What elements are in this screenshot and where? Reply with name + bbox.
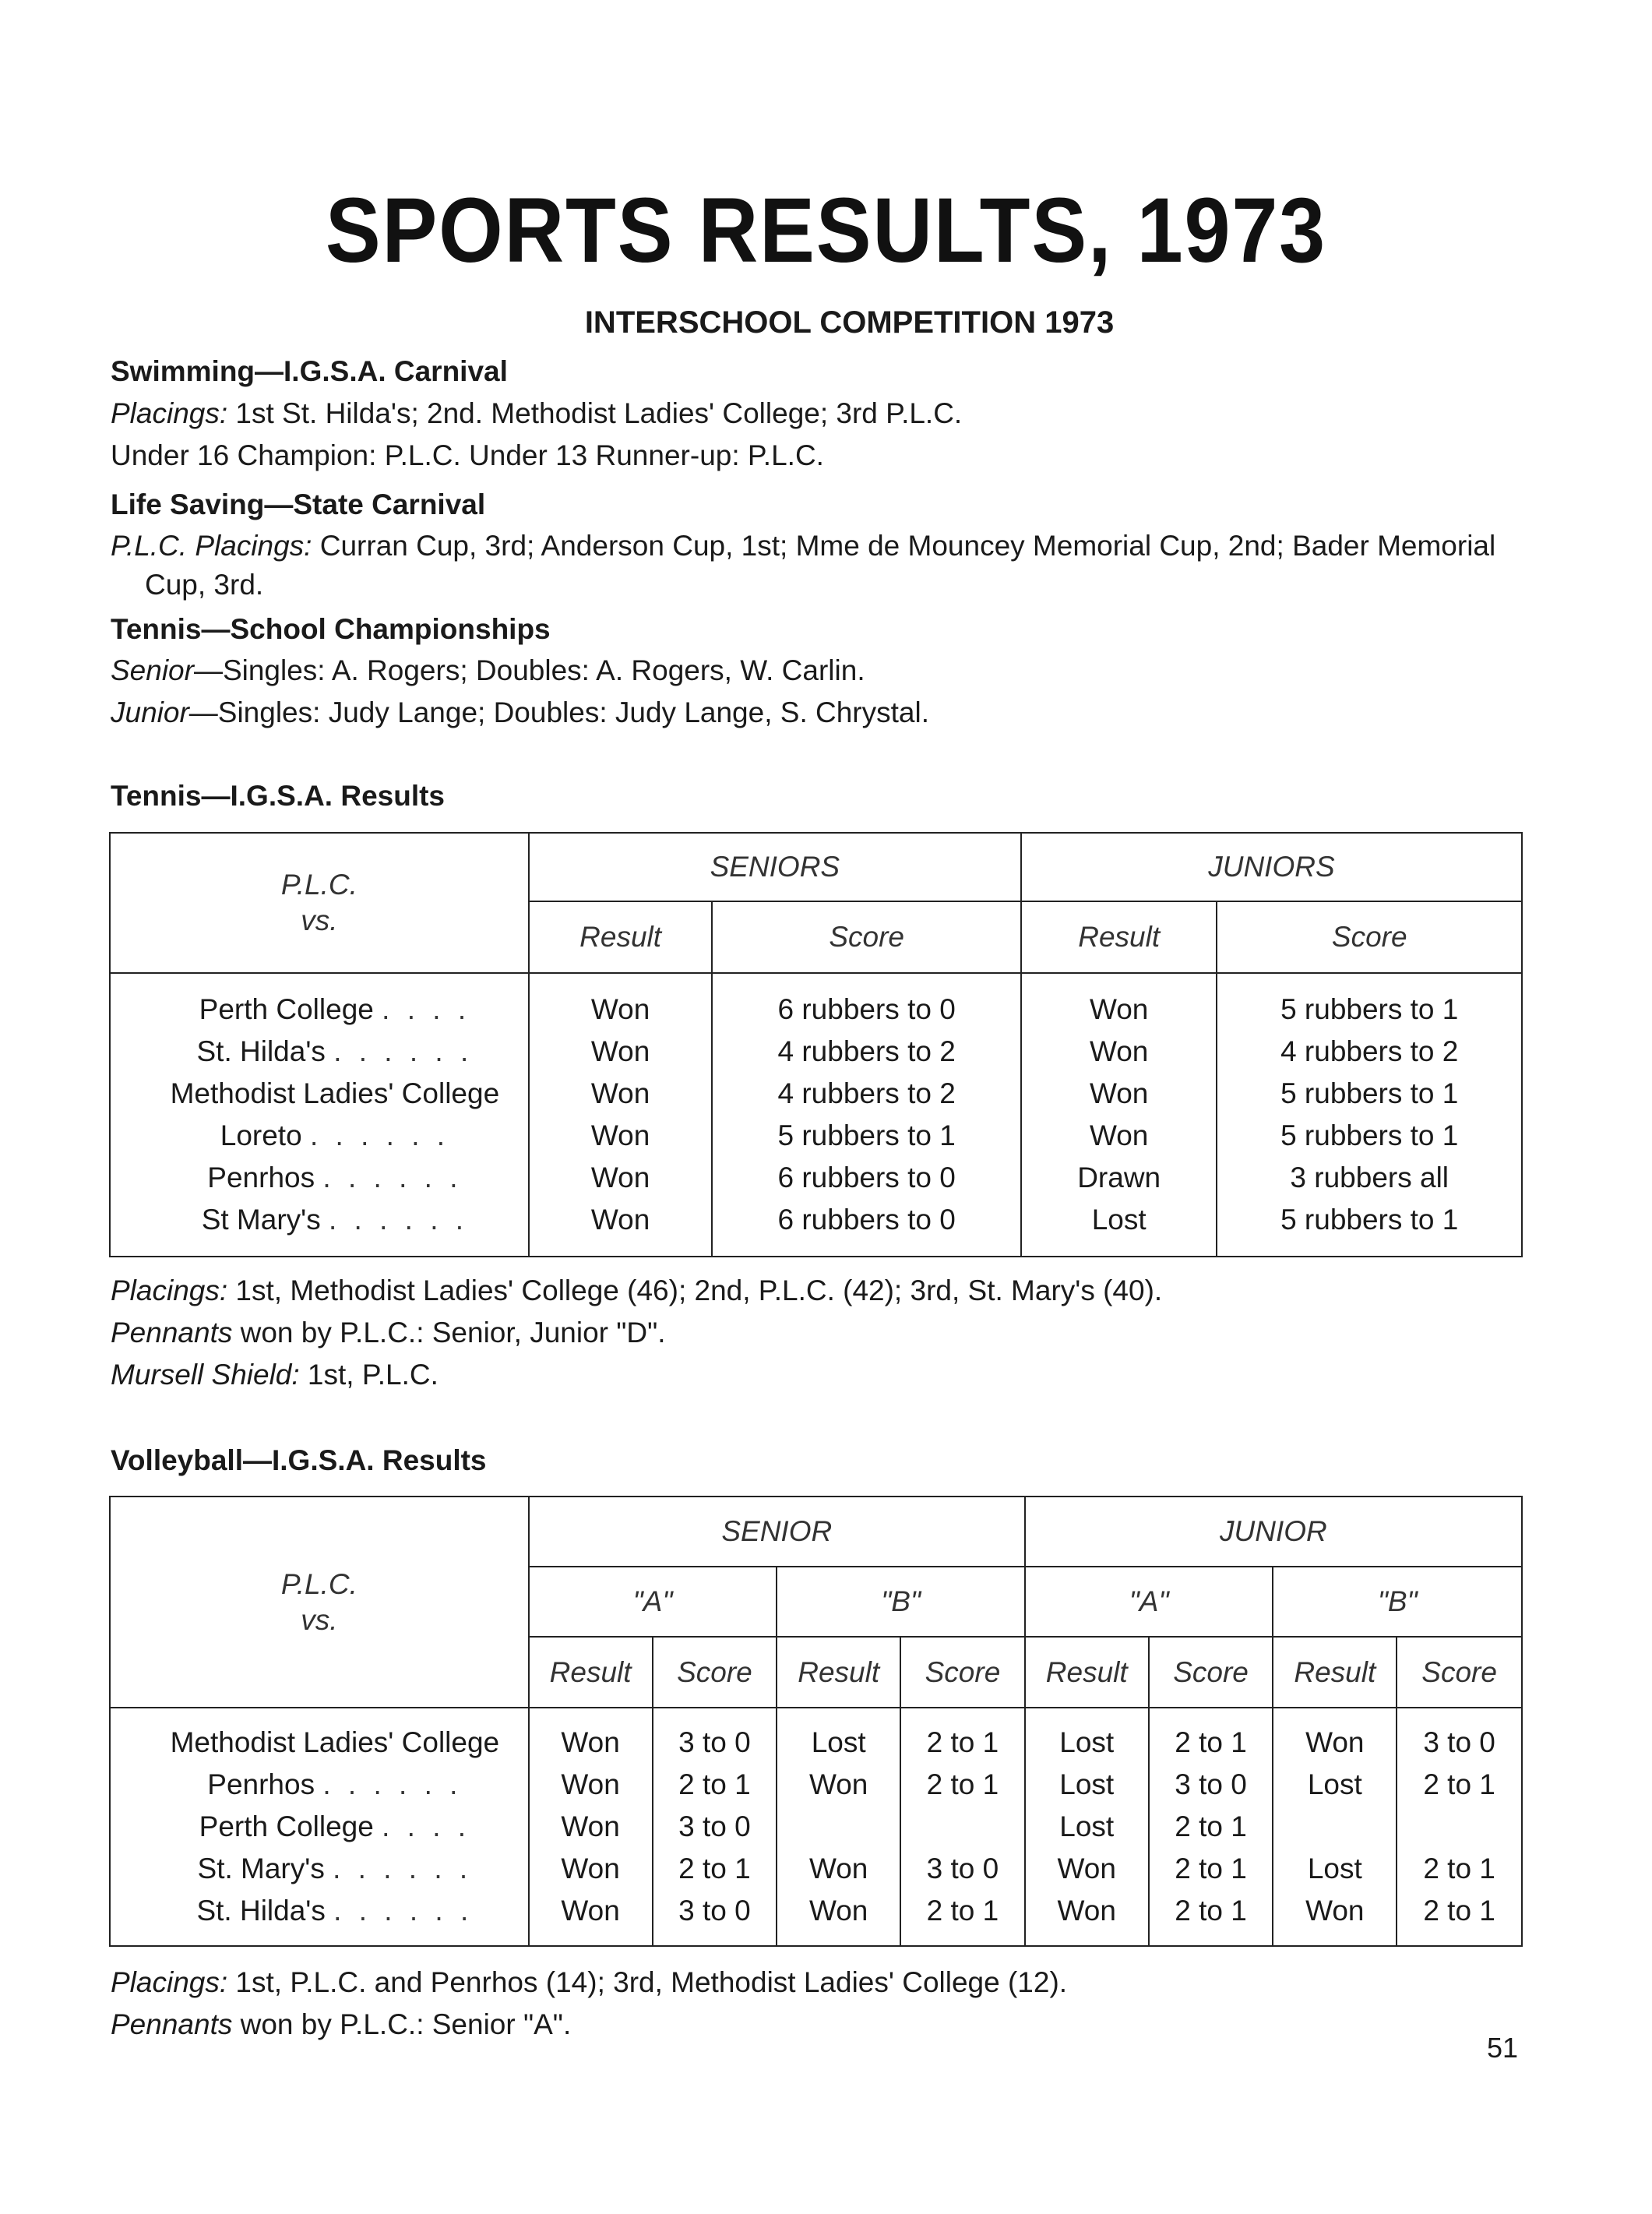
vs-label: vs. (301, 1603, 338, 1636)
result-cell: Won (1089, 993, 1149, 1025)
score-cell (1397, 1806, 1521, 1848)
pennants-label: Pennants (111, 1317, 233, 1348)
result-header: Result (1025, 1637, 1149, 1708)
mursell-shield (111, 1359, 439, 1391)
junior-score-header: Score (1217, 901, 1522, 973)
result-cell: Drawn (1077, 1162, 1161, 1193)
result-cell: Won (808, 1853, 868, 1884)
juniors-header: JUNIORS (1021, 833, 1522, 901)
page-number: 51 (1486, 2032, 1518, 2064)
score-cell: 6 rubbers to 0 (777, 1162, 956, 1193)
score-cell: 2 to 1 (1175, 1810, 1247, 1842)
dot-leader: . . . . (382, 993, 471, 1025)
score-cell: 3 to 0 (678, 1895, 751, 1927)
result-cell: Won (561, 1726, 620, 1758)
result-cell: Won (808, 1768, 868, 1800)
seniors-header: SENIORS (529, 833, 1021, 901)
swimming-heading: Swimming—I.G.S.A. Carnival (111, 355, 508, 387)
placings-label: Placings: (111, 397, 228, 429)
junior-b-result-column (1273, 1708, 1397, 1946)
result-cell: Won (590, 1162, 650, 1193)
result-header: Result (1273, 1637, 1397, 1708)
result-cell: Won (561, 1810, 620, 1842)
result-cell (777, 1806, 900, 1848)
swimming-placings (111, 397, 962, 430)
page-title: SPORTS RESULTS, 1973 (325, 179, 1327, 282)
table-row (142, 1115, 528, 1157)
senior-b-score-column (900, 1708, 1025, 1946)
table-row (142, 1764, 528, 1806)
placings-text: 1st, Methodist Ladies' College (46); 2nd, P.L.C. (42); 3rd, St. Mary's (40). (227, 1274, 1163, 1306)
junior-result-header: Result (1021, 901, 1217, 973)
result-cell: Won (590, 1077, 650, 1109)
tennis-igsa-heading: Tennis—I.G.S.A. Results (111, 780, 446, 812)
school-name: Penrhos (207, 1162, 315, 1193)
result-cell: Lost (1091, 1204, 1147, 1236)
result-cell: Lost (1307, 1853, 1362, 1884)
volleyball-pennants (111, 2008, 571, 2041)
mursell-label: Mursell Shield: (111, 1359, 300, 1391)
result-cell: Lost (1307, 1768, 1362, 1800)
junior-result-column (1021, 973, 1217, 1257)
senior-header: SENIOR (529, 1497, 1025, 1567)
school-column (110, 1708, 529, 1946)
dot-leader: . . . . . . (329, 1204, 469, 1236)
school-name: St. Hilda's (196, 1035, 326, 1067)
result-cell: Won (1089, 1119, 1149, 1151)
score-cell: 2 to 1 (1175, 1853, 1247, 1884)
senior-text: —Singles: A. Rogers; Doubles: A. Rogers, W. Carlin. (193, 654, 865, 686)
volleyball-results-table (109, 1496, 1523, 1947)
table-row (142, 989, 528, 1031)
senior-score-header: Score (712, 901, 1021, 973)
table-row (142, 1722, 528, 1764)
placings-text: 1st St. Hilda's; 2nd. Methodist Ladies' College; 3rd P.L.C. (227, 397, 963, 429)
score-cell: 2 to 1 (1423, 1853, 1495, 1884)
score-cell: 5 rubbers to 1 (777, 1119, 956, 1151)
score-cell: 3 rubbers all (1290, 1162, 1449, 1193)
lifesaving-placings-cont: Cup, 3rd. (145, 569, 264, 601)
pennants-text: won by P.L.C.: Senior, Junior "D". (232, 1317, 666, 1348)
score-cell: 2 to 1 (926, 1768, 999, 1800)
result-cell: Won (561, 1768, 620, 1800)
score-cell: 6 rubbers to 0 (777, 1204, 956, 1236)
result-cell: Won (1305, 1895, 1365, 1927)
score-cell: 4 rubbers to 2 (777, 1035, 956, 1067)
dot-leader: . . . . . . (322, 1162, 463, 1193)
section-subtitle: INTERSCHOOL COMPETITION 1973 (584, 305, 1115, 340)
placings-label: P.L.C. Placings: (111, 530, 312, 562)
score-cell: 2 to 1 (1423, 1768, 1495, 1800)
table-row (142, 1848, 528, 1890)
table-row (142, 1031, 528, 1073)
result-cell: Won (590, 993, 650, 1025)
dot-leader: . . . . . . (322, 1768, 463, 1800)
placings-label: Placings: (111, 1274, 228, 1306)
result-cell: Won (1089, 1077, 1149, 1109)
score-cell: 2 to 1 (926, 1895, 999, 1927)
table-row (142, 1073, 528, 1115)
junior-score-column (1217, 973, 1522, 1257)
senior-label: Senior (111, 654, 194, 686)
plc-label: P.L.C. (280, 869, 358, 901)
result-header: Result (529, 1637, 653, 1708)
junior-label: Junior (111, 696, 189, 728)
school-name: Perth College (199, 993, 374, 1025)
result-cell: Won (1089, 1035, 1149, 1067)
score-cell: 2 to 1 (678, 1768, 751, 1800)
senior-b-result-column (777, 1708, 900, 1946)
placings-text: Curran Cup, 3rd; Anderson Cup, 1st; Mme de Mouncey Memorial Cup, 2nd; Bader Memorial (312, 530, 1496, 562)
result-cell: Won (808, 1895, 868, 1927)
score-cell: 3 to 0 (1175, 1768, 1247, 1800)
score-cell: 3 to 0 (678, 1726, 751, 1758)
score-cell: 5 rubbers to 1 (1280, 993, 1459, 1025)
score-cell: 5 rubbers to 1 (1280, 1077, 1459, 1109)
school-name: St. Hilda's (196, 1895, 326, 1927)
score-header: Score (1149, 1637, 1273, 1708)
school-name: St. Mary's (197, 1853, 325, 1884)
score-cell: 4 rubbers to 2 (1280, 1035, 1459, 1067)
tennis-school-heading: Tennis—School Championships (111, 613, 551, 645)
table-row (142, 1157, 528, 1199)
score-cell: 5 rubbers to 1 (1280, 1119, 1459, 1151)
senior-a-result-column (529, 1708, 653, 1946)
result-cell: Won (1305, 1726, 1365, 1758)
dot-leader: . . . . . . (333, 1895, 474, 1927)
tennis-results-table (109, 832, 1523, 1257)
score-cell: 6 rubbers to 0 (777, 993, 956, 1025)
lifesaving-placings (111, 530, 1495, 562)
swimming-champions: Under 16 Champion: P.L.C. Under 13 Runner-up: P.L.C. (111, 439, 824, 471)
score-header: Score (900, 1637, 1025, 1708)
junior-b-score-column (1397, 1708, 1522, 1946)
result-cell: Won (561, 1895, 620, 1927)
school-name: Perth College (199, 1810, 374, 1842)
result-cell: Lost (1059, 1768, 1115, 1800)
tennis-senior-line (111, 654, 865, 687)
score-cell: 3 to 0 (678, 1810, 751, 1842)
placings-label: Placings: (111, 1966, 228, 1998)
pennants-text: won by P.L.C.: Senior "A". (232, 2008, 572, 2040)
tennis-pennants (111, 1317, 666, 1349)
result-cell: Won (561, 1853, 620, 1884)
senior-result-column (529, 973, 713, 1257)
score-cell (901, 1806, 1024, 1848)
senior-a-header: "A" (529, 1567, 777, 1637)
tennis-junior-line (111, 696, 929, 729)
score-header: Score (1397, 1637, 1522, 1708)
result-cell: Won (590, 1119, 650, 1151)
junior-a-header: "A" (1025, 1567, 1273, 1637)
result-cell: Lost (1059, 1810, 1115, 1842)
result-cell: Won (1057, 1853, 1116, 1884)
school-name: St Mary's (201, 1204, 321, 1236)
score-cell: 2 to 1 (1175, 1726, 1247, 1758)
table-row (142, 1890, 528, 1932)
dot-leader: . . . . . . (309, 1119, 450, 1151)
junior-a-score-column (1149, 1708, 1273, 1946)
vs-label: vs. (301, 904, 338, 936)
table-row (142, 1806, 528, 1848)
school-name: Methodist Ladies' College (170, 1077, 500, 1109)
score-cell: 5 rubbers to 1 (1280, 1204, 1459, 1236)
lifesaving-heading: Life Saving—State Carnival (111, 488, 486, 520)
result-cell: Won (590, 1035, 650, 1067)
pennants-label: Pennants (111, 2008, 233, 2040)
junior-a-result-column (1025, 1708, 1149, 1946)
result-cell: Won (590, 1204, 650, 1236)
school-name: Methodist Ladies' College (170, 1726, 500, 1758)
junior-b-header: "B" (1273, 1567, 1522, 1637)
senior-b-header: "B" (777, 1567, 1025, 1637)
school-name: Loreto (220, 1119, 302, 1151)
score-cell: 2 to 1 (1423, 1895, 1495, 1927)
score-header: Score (653, 1637, 777, 1708)
senior-result-header: Result (529, 901, 713, 973)
table-row (142, 1199, 528, 1241)
placings-text: 1st, P.L.C. and Penrhos (14); 3rd, Methodist Ladies' College (12). (227, 1966, 1068, 1998)
result-cell: Lost (811, 1726, 866, 1758)
result-cell: Lost (1059, 1726, 1115, 1758)
junior-text: —Singles: Judy Lange; Doubles: Judy Lange, S. Chrystal. (188, 696, 929, 728)
score-cell: 4 rubbers to 2 (777, 1077, 956, 1109)
volleyball-placings (111, 1966, 1067, 1999)
plc-vs-header (110, 1497, 529, 1708)
dot-leader: . . . . (382, 1810, 471, 1842)
tennis-placings (111, 1274, 1162, 1307)
dot-leader: . . . . . . (333, 1035, 474, 1067)
result-cell: Won (1057, 1895, 1116, 1927)
school-column (110, 973, 529, 1257)
plc-label: P.L.C. (280, 1567, 358, 1600)
dot-leader: . . . . . . (333, 1853, 473, 1884)
senior-score-column (712, 973, 1021, 1257)
score-cell: 2 to 1 (926, 1726, 999, 1758)
result-cell (1273, 1806, 1396, 1848)
result-header: Result (777, 1637, 900, 1708)
volleyball-heading: Volleyball—I.G.S.A. Results (111, 1444, 487, 1476)
junior-header: JUNIOR (1025, 1497, 1522, 1567)
score-cell: 3 to 0 (926, 1853, 999, 1884)
score-cell: 3 to 0 (1423, 1726, 1495, 1758)
score-cell: 2 to 1 (678, 1853, 751, 1884)
school-name: Penrhos (207, 1768, 315, 1800)
mursell-text: 1st, P.L.C. (299, 1359, 439, 1391)
plc-vs-header (110, 833, 529, 973)
score-cell: 2 to 1 (1175, 1895, 1247, 1927)
senior-a-score-column (653, 1708, 777, 1946)
